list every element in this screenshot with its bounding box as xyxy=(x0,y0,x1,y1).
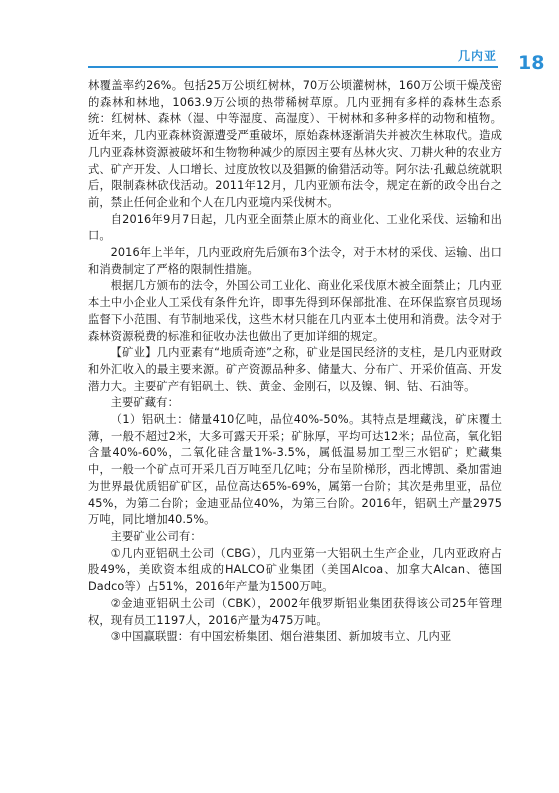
paragraph-cbg: ①几内亚铝矾土公司（CBG），几内亚第一大铝矾土生产企业，几内亚政府占股49%，美欧资本组成的HALCO矿业集团（美国Alcoa、加拿大Alcan、德国Dadco等）占51%，2016年产量为1500万吨。 xyxy=(88,546,502,594)
body-text xyxy=(88,78,502,646)
running-header-title: 几内亚 xyxy=(457,49,497,63)
header-rule xyxy=(88,66,498,68)
paragraph-winning-alliance: ③中国赢联盟：有中国宏桥集团、烟台港集团、新加坡韦立、几内亚 xyxy=(110,630,452,644)
paragraph-log-ban: 自2016年9月7日起，几内亚全面禁止原木的商业化、工业化采伐、运输和出口。 xyxy=(88,212,502,243)
paragraph-main-deposits-heading: 主要矿藏有： xyxy=(110,396,179,410)
paragraph-mining-intro: 【矿业】几内亚素有“地质奇迹”之称，矿业是国民经济的支柱，是几内亚财政和外汇收入的最主要来源。矿产资源品种多、储量大、分布广、开采价值高、开发潜力大。主要矿产有铝矾土、铁、黄金、金刚石，以及镍、铜、钴、石油等。 xyxy=(88,346,502,393)
paragraph-bauxite: （1）铝矾土：储量410亿吨，品位40%-50%。其特点是埋藏浅，矿床覆土薄，一般不超过2米，大多可露天开采；矿脉厚，平均可达12米；品位高，氧化铝含量40%-60%，二氧化硅含量1%-3.5%，属低温易加工型三水铝矿；贮藏集中，一般一个矿点可开采几百万吨至几亿吨；分布呈阶梯形，西北博凯、桑加雷迪为世界最优质铝矿矿区，品位高达65%-69%，属第一台阶；其次是弗里亚，品位45%，为第二台阶；金迪亚品位40%，为第三台阶。2016年，铝矾土产量2975万吨，同比增加40.5%。 xyxy=(88,413,502,527)
paragraph-decree-details: 根据几方颁布的法令，外国公司工业化、商业化采伐原木被全面禁止；几内亚本土中小企业人工采伐有条件允许，即事先得到环保部批准、在环保监察官员现场监督下小范围、有节制地采伐，这些木材只能在几内亚本土使用和消费。法令对于森林资源税费的标准和征收办法也做出了更加详细的规定。 xyxy=(88,279,502,343)
page-number: 18 xyxy=(518,52,545,74)
paragraph-forest-coverage: 林覆盖率约26%。包括25万公顷红树林，70万公顷灌树林，160万公顷干燥茂密的森林和林地，1063.9万公顷的热带稀树草原。几内亚拥有多样的森林生态系统：红树林、森林（湿、中等湿度、高湿度）、干树林和多种多样的动物和植物。近年来，几内亚森林资源遭受严重破坏，原始森林逐渐消失并被次生林取代。造成几内亚森林资源被破坏和生物物种减少的原因主要有丛林火灾、刀耕火种的农业方式、矿产开发、人口增长、过度放牧以及猖獗的偷猎活动等。阿尔法·孔戴总统就职后，限制森林砍伐活动。2011年12月，几内亚颁布法令，规定在新的政令出台之前，禁止任何企业和个人在几内亚境内采伐树木。 xyxy=(88,79,502,209)
paragraph-mining-companies-heading: 主要矿业公司有： xyxy=(110,529,202,543)
page-header xyxy=(0,0,559,80)
paragraph-decrees: 2016年上半年，几内亚政府先后颁布3个法令，对于木材的采伐、运输、出口和消费制定了严格的限制性措施。 xyxy=(88,246,502,276)
paragraph-cbk: ②金迪亚铝矾土公司（CBK），2002年俄罗斯铝业集团获得该公司25年管理权，现有员工1197人，2016产量为475万吨。 xyxy=(88,596,502,627)
